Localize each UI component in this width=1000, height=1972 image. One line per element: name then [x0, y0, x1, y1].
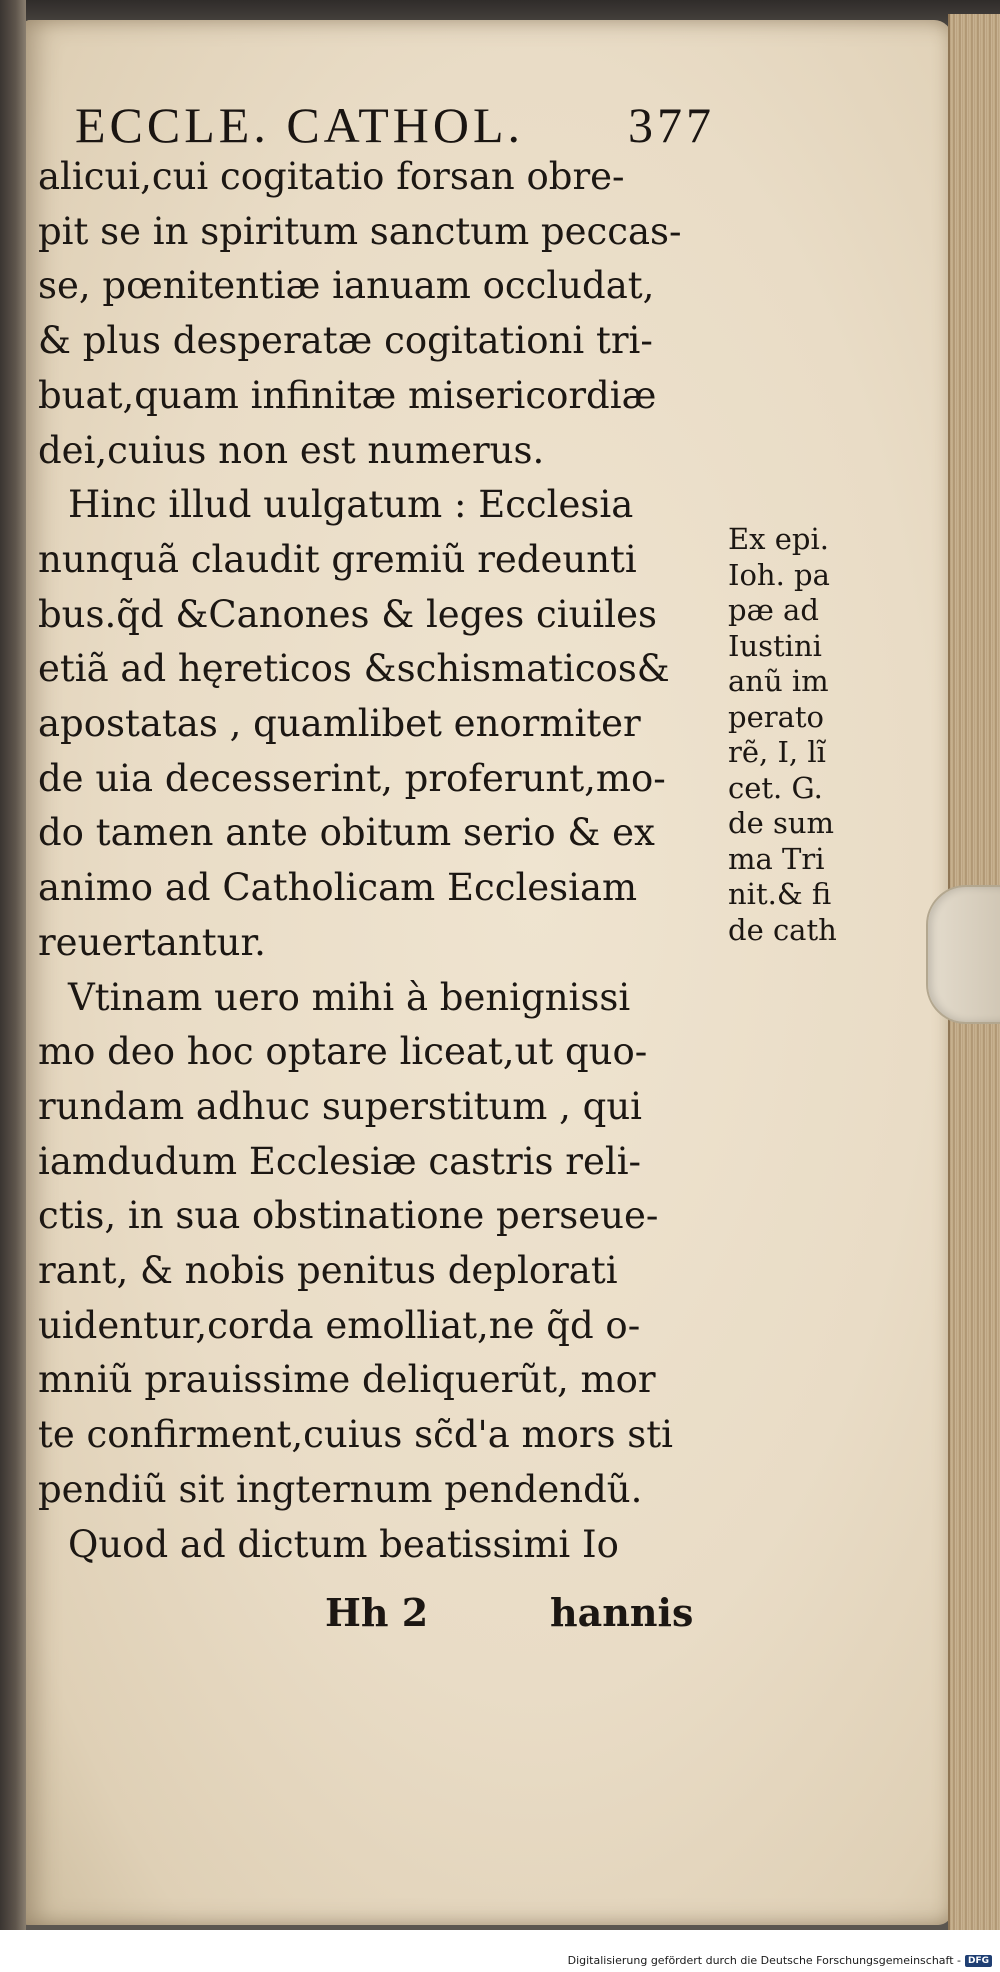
text-line: reuertantur. [38, 920, 266, 964]
text-line: de uia decesserint, proferunt,mo- [38, 756, 666, 800]
text-line: mo deo hoc optare liceat,ut quo- [38, 1030, 648, 1074]
text-line: buat,quam infinitæ misericordiæ [38, 373, 657, 417]
margin-note-line: Iustini [728, 628, 822, 663]
text-line: rant, & nobis penitus deplorati [38, 1249, 618, 1293]
margin-note-line: cet. G. [728, 770, 823, 805]
margin-note-line: Ex epi. [728, 522, 829, 556]
running-head [75, 96, 715, 154]
margin-note-line: ma Tri [728, 841, 825, 876]
margin-note-line: rẽ, I, lĩ [728, 735, 826, 769]
text-line: & plus desperatæ cogitationi tri- [38, 319, 653, 363]
margin-note-line: pæ ad [728, 593, 819, 627]
margin-note-line: de sum [728, 806, 835, 840]
text-line: rundam adhuc superstitum , qui [38, 1084, 643, 1128]
credit-text: Digitalisierung gefördert durch die Deutsche Forschungsgemeinschaft - [567, 1954, 961, 1967]
margin-note-line: de cath [728, 912, 837, 947]
text-line: animo ad Catholicam Ecclesiam [38, 866, 638, 910]
page-number: 377 [628, 97, 715, 153]
text-line: apostatas , quamlibet enormiter [38, 702, 641, 746]
text-line: ctis, in sua obstinatione perseue- [38, 1194, 659, 1238]
text-line: uidentur,corda emolliat,ne q̃d o- [38, 1303, 641, 1347]
text-line: etiã ad hęreticos &schismaticos& [38, 647, 670, 691]
signature-mark: Hh 2 [325, 1590, 429, 1635]
text-line: mniũ prauissime deliquerũt, mor [38, 1358, 656, 1402]
digitization-credit [568, 1954, 992, 1967]
running-head-title: ECCLE. CATHOL. [75, 97, 525, 153]
margin-note-line: perato [728, 699, 824, 734]
text-line: nunquã claudit gremiũ redeunti [38, 537, 637, 581]
text-line: Vtinam uero mihi à benignissi [68, 975, 631, 1019]
text-line: pendiũ sit ingternum pendendũ. [38, 1467, 643, 1511]
margin-note-line: anũ im [728, 664, 829, 698]
margin-note-line: nit.& fi [728, 877, 832, 911]
text-line: Quod ad dictum beatissimi Io [68, 1522, 619, 1566]
page-clip [926, 885, 1000, 1024]
text-line: pit se in spiritum sanctum peccas- [38, 209, 682, 253]
text-line: te confirment,cuius sc̃d'a mors sti [38, 1413, 673, 1457]
book-binding [0, 0, 26, 1972]
text-line: alicui,cui cogitatio forsan obre- [38, 155, 625, 198]
text-line: bus.q̃d &Canones & leges ciuiles [38, 592, 657, 636]
text-line: Hinc illud uulgatum : Ecclesia [68, 483, 634, 527]
dfg-logo: DFG [965, 1955, 992, 1967]
text-line: se, pœnitentiæ ianuam occludat, [38, 264, 655, 308]
text-line: iamdudum Ecclesiæ castris reli- [38, 1139, 642, 1183]
text-line: do tamen ante obitum serio & ex [38, 811, 655, 855]
body-text [38, 150, 718, 1572]
margin-note-line: Ioh. pa [728, 557, 830, 592]
text-line: dei,cuius non est numerus. [38, 428, 545, 472]
catchword: hannis [550, 1590, 694, 1635]
margin-note [728, 522, 878, 948]
